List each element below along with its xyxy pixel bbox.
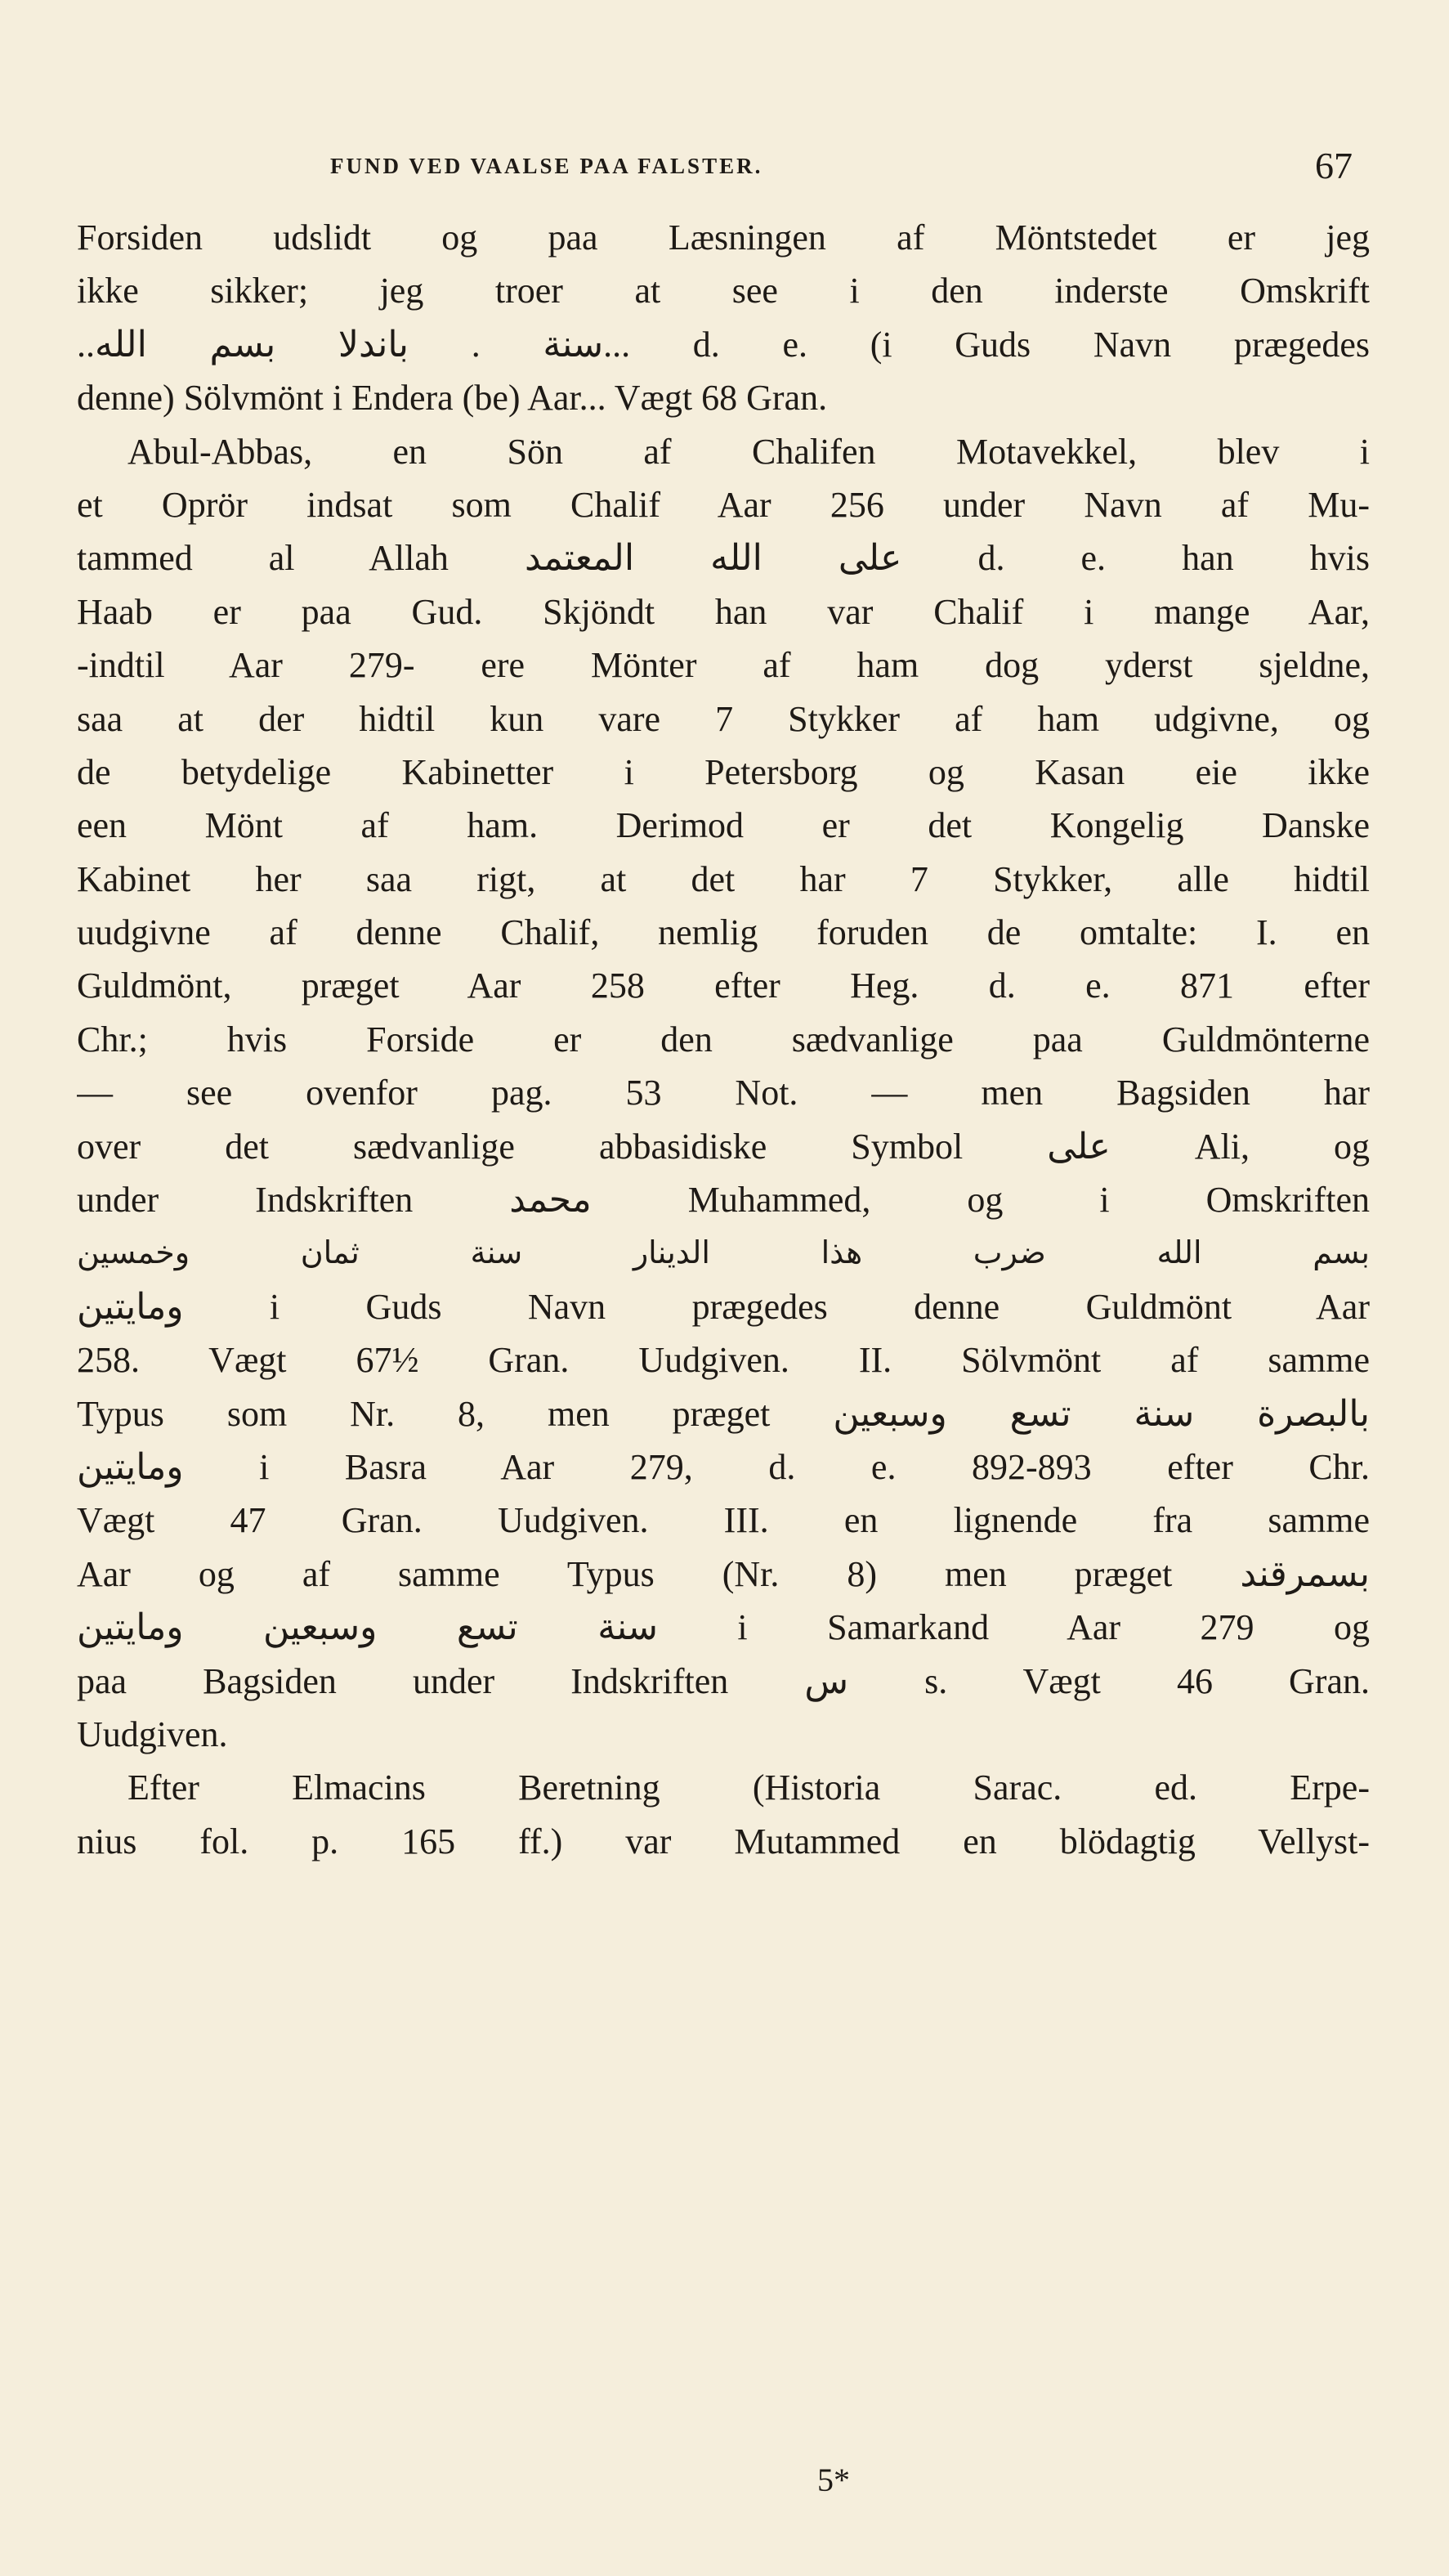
text-line: under Indskriften محمد Muhammed, og i Omskriften <box>77 1180 1370 1221</box>
text-line: Haab er paa Gud. Skjöndt han var Chalif i mange Aar, <box>77 591 1370 632</box>
text-line: de betydelige Kabinetter i Petersborg og Kasan eie ikke <box>77 751 1370 792</box>
text-line: Forsiden udslidt og paa Læsningen af Möntstedet er jeg <box>77 217 1370 258</box>
text-line: uudgivne af denne Chalif, nemlig foruden de omtalte: I. en <box>77 912 1370 953</box>
running-head: FUND VED VAALSE PAA FALSTER. <box>330 154 763 178</box>
text-line: Uudgiven. <box>77 1714 228 1754</box>
text-line: tammed al Allah على الله المعتمد d. e. han hvis <box>77 538 1370 579</box>
page-number: 67 <box>1315 145 1353 186</box>
text-line: Kabinet her saa rigt, at det har 7 Stykker, alle hidtil <box>77 858 1370 899</box>
text-line: ومايتين i Basra Aar 279, d. e. 892-893 efter Chr. <box>77 1446 1370 1487</box>
text-line: over det sædvanlige abbasidiske Symbol على Ali, og <box>77 1126 1370 1167</box>
text-line: Chr.; hvis Forside er den sædvanlige paa Guldmönterne <box>77 1019 1370 1060</box>
signature-mark: 5* <box>817 2462 850 2498</box>
text-line: een Mönt af ham. Derimod er det Kongelig Danske <box>77 805 1370 846</box>
text-line: Typus som Nr. 8, men præget بالبصرة سنة تسع وسبعين <box>77 1393 1370 1434</box>
text-line: — see ovenfor pag. 53 Not. — men Bagsiden har <box>77 1073 1370 1113</box>
text-line: Aar og af samme Typus (Nr. 8) men præget بسمرقند <box>77 1553 1370 1594</box>
text-line: denne) Sölvmönt i Endera (be) Aar... Vægt 68 Gran. <box>77 378 828 419</box>
text-line: saa at der hidtil kun vare 7 Stykker af ham udgivne, og <box>77 698 1370 739</box>
text-line: Abul-Abbas, en Sön af Chalifen Motavekkel, blev i <box>127 431 1370 472</box>
text-line: Vægt 47 Gran. Uudgiven. III. en lignende fra samme <box>77 1500 1370 1541</box>
text-line: ومايتين i Guds Navn prægedes denne Guldmönt Aar <box>77 1286 1370 1327</box>
text-line: paa Bagsiden under Indskriften س s. Vægt 46 Gran. <box>77 1660 1370 1701</box>
text-line: nius fol. p. 165 ff.) var Mutammed en blödagtig Vellyst- <box>77 1821 1370 1861</box>
text-line: Efter Elmacins Beretning (Historia Sarac. ed. Erpe- <box>127 1767 1370 1808</box>
text-line: -indtil Aar 279- ere Mönter af ham dog yderst sjeldne, <box>77 645 1370 686</box>
text-line: 258. Vægt 67½ Gran. Uudgiven. II. Sölvmönt af samme <box>77 1340 1370 1381</box>
text-line: et Oprör indsat som Chalif Aar 256 under Navn af Mu- <box>77 484 1370 525</box>
text-line: ikke sikker; jeg troer at see i den inderste Omskrift <box>77 271 1370 311</box>
text-line: Guldmönt, præget Aar 258 efter Heg. d. e. 871 efter <box>77 965 1370 1006</box>
text-line: سنة تسع وسبعين ومايتين i Samarkand Aar 279 og <box>77 1607 1370 1648</box>
text-line: بسم الله ضرب هذا الدينار سنة ثمان وخمسين <box>77 1234 1370 1271</box>
text-line: ..سنة . باندلا بسم الله... d. e. (i Guds Navn prægedes <box>77 324 1370 365</box>
body-text <box>77 211 1370 1868</box>
